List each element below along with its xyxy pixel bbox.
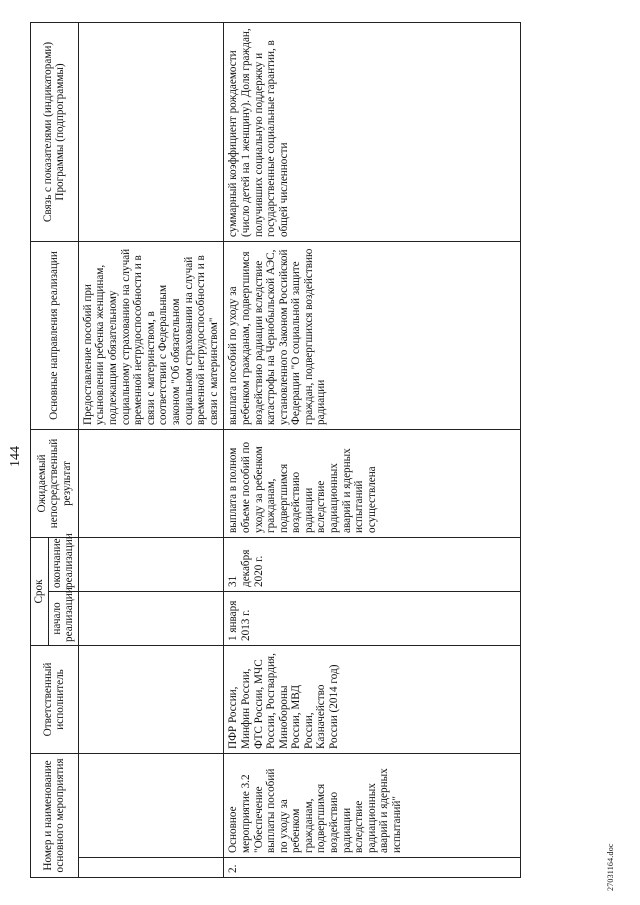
header-directions: Основные направления реализации bbox=[31, 241, 79, 429]
row-number: 2. bbox=[224, 858, 521, 878]
continuation-row bbox=[78, 22, 224, 877]
header-term: Срок bbox=[31, 537, 49, 645]
cont-executor-cell bbox=[78, 645, 224, 753]
row-end: 31 декабря 2020 г. bbox=[224, 537, 521, 591]
header-executor: Ответственный исполнитель bbox=[31, 645, 79, 753]
row-directions: выплата пособий по уходу за ребенком гражданам, подвергшимся воздействию радиации вследствие катастрофы на Чернобыльской АЭС, установленного Законом Российской Федерации "О социальной защите граждан, подвергшихся воздействию радиации bbox=[224, 241, 521, 429]
cont-number-cell bbox=[78, 858, 224, 878]
cont-start-cell bbox=[78, 591, 224, 645]
row-start: 1 января 2013 г. bbox=[224, 591, 521, 645]
header-measure: Номер и наименование основного мероприятия bbox=[31, 753, 79, 877]
row-executor: ПФР России, Минфин России, ФТС России, МЧС России, Росгвардия, Минобороны России, МВД России, Казначейство России (2014 год) bbox=[224, 645, 521, 753]
cont-end-cell bbox=[78, 537, 224, 591]
table-row bbox=[224, 22, 521, 877]
header-indicators: Связь с показателями (индикаторами) Программы (подпрограммы) bbox=[31, 22, 79, 241]
header-term-start: начало реализации bbox=[48, 591, 78, 645]
row-expected-result: выплата в полном объеме пособий по уходу за ребенком гражданам, подвергшимся воздействию радиации вследствие радиационных аварий и ядерных испытаний осуществлена bbox=[224, 429, 521, 537]
cont-measure-cell bbox=[78, 753, 224, 857]
header-expected-result: Ожидаемый непосредственный результат bbox=[31, 429, 79, 537]
cont-directions-cell: Предоставление пособий при усыновлении ребенка женщинам, подлежащим обязательному социальному страхованию на случай временной нетрудоспособности и в связи с материнством, в соответствии с Федеральным законом "Об обязательном социальном страховании на случай временной нетрудоспособности и в связи с материнством" bbox=[78, 241, 224, 429]
row-measure: Основное мероприятие 3.2 "Обеспечение выплаты пособий по уходу за ребенком гражданам, подвергшимся воздействию радиации вследствие радиационных аварий и ядерных испытаний" bbox=[224, 753, 521, 857]
measures-table bbox=[30, 22, 521, 878]
document-code: 27031164.doc bbox=[606, 843, 615, 891]
row-indicators: суммарный коэффициент рождаемости (число детей на 1 женщину). Доля граждан, получивших социальную поддержку и государственные социальные гарантии, в общей численности bbox=[224, 22, 521, 241]
cont-indicators-cell bbox=[78, 22, 224, 241]
header-row bbox=[31, 22, 49, 877]
header-term-end: окончание реализации bbox=[48, 537, 78, 591]
cont-result-cell bbox=[78, 429, 224, 537]
page-number: 144 bbox=[8, 446, 23, 467]
